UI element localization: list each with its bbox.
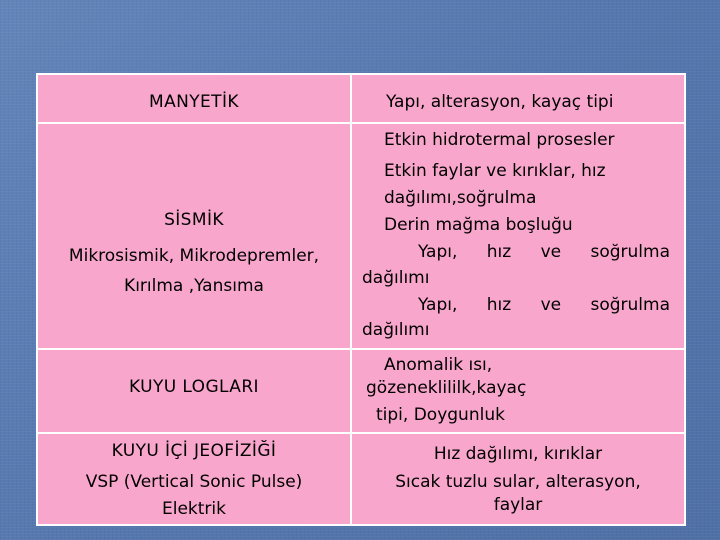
target-text: gözeneklililk,kayaç: [366, 378, 527, 398]
target-word: ve: [540, 242, 562, 262]
target-text: Derin mağma boşluğu: [384, 215, 573, 235]
target-text: Hız dağılımı, kırıklar: [433, 444, 603, 464]
cell-kuyu-loglari-targets: [352, 350, 684, 432]
cell-sismik-targets: [352, 124, 684, 348]
method-label: KUYU LOGLARI: [129, 377, 259, 397]
method-detail: Kırılma ,Yansıma: [124, 276, 264, 296]
target-text: Etkin faylar ve kırıklar, hız: [384, 161, 606, 181]
target-word: hız: [486, 242, 512, 262]
cell-kuyu-ici-targets: [352, 434, 684, 524]
method-detail: Mikrosismik, Mikrodepremler,: [68, 246, 320, 266]
target-word: ve: [540, 295, 562, 315]
target-text: Yapı, alterasyon, kayaç tipi: [386, 92, 614, 112]
target-text: Etkin hidrotermal prosesler: [384, 130, 615, 150]
method-label: MANYETİK: [149, 92, 239, 112]
cell-kuyu-loglari-method: [38, 350, 350, 432]
target-word: Yapı,: [418, 242, 458, 262]
target-justified-line: [418, 295, 670, 315]
cell-sismik-method: [38, 124, 350, 348]
method-detail: Elektrik: [162, 499, 226, 519]
geophysics-table: [36, 73, 686, 526]
target-text: Sıcak tuzlu sular, alterasyon,: [395, 472, 641, 492]
cell-manyetik-method: [38, 75, 350, 122]
target-text: dağılımı,soğrulma: [384, 188, 537, 208]
target-word: hız: [486, 295, 512, 315]
target-text: tipi, Doygunluk: [376, 405, 505, 425]
target-word: Yapı,: [418, 295, 458, 315]
target-text: dağılımı: [362, 268, 430, 288]
method-label: SİSMİK: [164, 210, 224, 230]
target-text: Anomalik ısı,: [384, 355, 493, 375]
method-detail: VSP (Vertical Sonic Pulse): [85, 472, 303, 492]
cell-manyetik-targets: [352, 75, 684, 122]
target-text: dağılımı: [362, 320, 430, 340]
target-justified-line: [418, 242, 670, 262]
method-label: KUYU İÇİ JEOFİZİĞİ: [111, 441, 277, 461]
target-word: soğrulma: [590, 295, 670, 315]
target-word: soğrulma: [590, 242, 670, 262]
cell-kuyu-ici-method: [38, 434, 350, 524]
target-text: faylar: [493, 495, 543, 515]
